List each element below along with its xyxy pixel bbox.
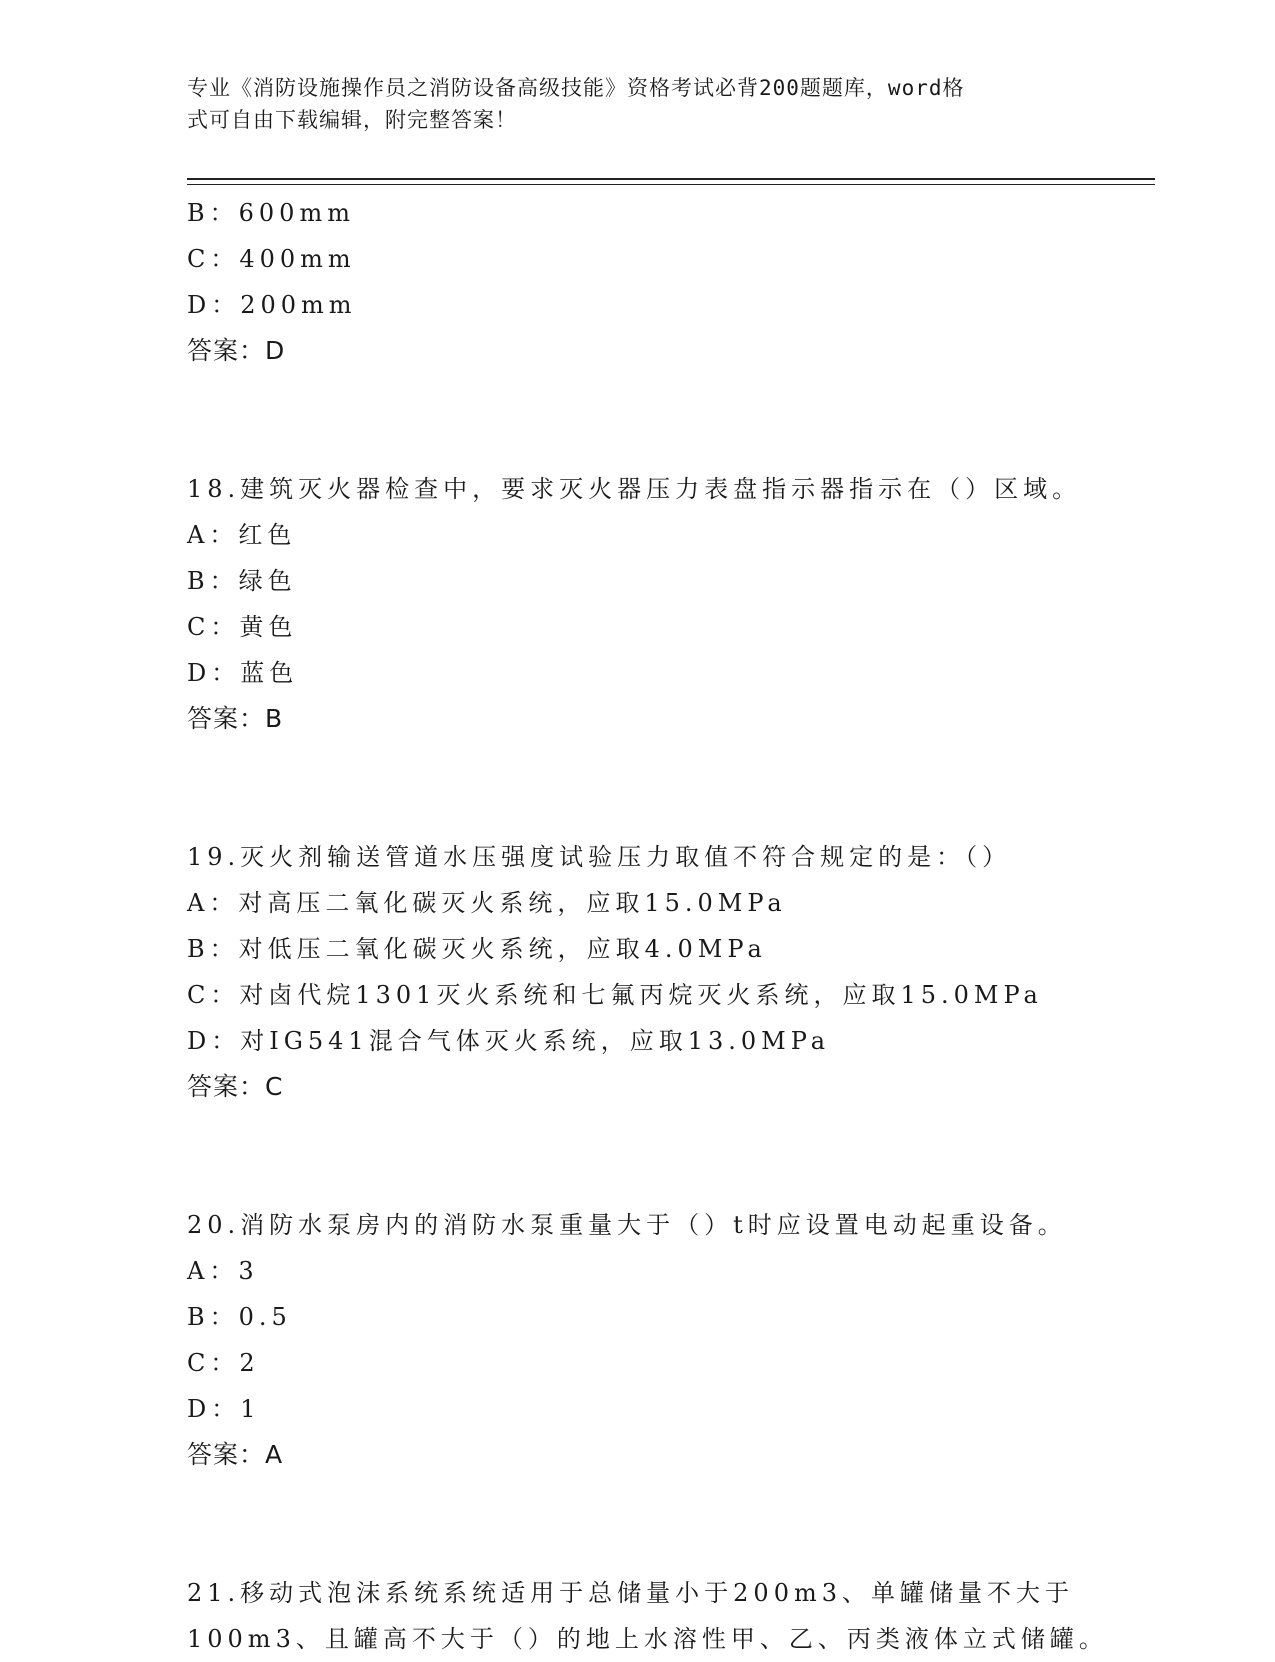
option-a: A：对高压二氧化碳灭火系统，应取15.0MPa [187,889,787,917]
option-d: D：对IG541混合气体灭火系统，应取13.0MPa [187,1027,831,1055]
option-c: C：400mm [187,245,356,273]
question-stem-line-1: 21.移动式泡沫系统系统适用于总储量小于200m3、单罐储量不大于 [187,1579,1075,1607]
question-stem-line-2: 100m3、且罐高不大于（）的地上水溶性甲、乙、丙类液体立式储罐。 [187,1625,1108,1653]
answer-line: 答案：B [187,704,284,733]
question-stem: 18.建筑灭火器检查中，要求灭火器压力表盘指示器指示在（）区域。 [187,475,1082,503]
option-d: D：1 [187,1395,261,1423]
question-stem: 20.消防水泵房内的消防水泵重量大于（）t时应设置电动起重设备。 [187,1211,1067,1239]
question-list [187,190,1108,1662]
header-rule-thin [187,184,1155,185]
option-c: C：对卤代烷1301灭火系统和七氟丙烷灭火系统，应取15.0MPa [187,981,1043,1009]
option-b: B：600mm [187,199,355,227]
header-line-1: 专业《消防设施操作员之消防设备高级技能》资格考试必背200题题库，word格 [187,76,965,100]
answer-line: 答案：A [187,1440,284,1469]
option-b: B：对低压二氧化碳灭火系统，应取4.0MPa [187,935,767,963]
question-17-tail [187,190,1087,374]
question-18 [187,466,1087,742]
question-21 [187,1570,1108,1662]
answer-line: 答案：C [187,1072,284,1101]
question-20 [187,1202,1087,1478]
option-a: A：3 [187,1257,259,1285]
question-19 [187,834,1087,1110]
option-d: D：蓝色 [187,659,299,687]
header-rule-thick [187,178,1155,180]
option-b: B：0.5 [187,1303,292,1331]
question-stem: 19.灭火剂输送管道水压强度试验压力取值不符合规定的是：（） [187,843,1012,871]
answer-line: 答案：D [187,336,286,365]
option-d: D：200mm [187,291,357,319]
header-line-2: 式可自由下载编辑，附完整答案！ [187,108,517,132]
option-a: A：红色 [187,521,297,549]
document-header [187,72,1067,136]
option-b: B：绿色 [187,567,297,595]
option-c: C：2 [187,1349,260,1377]
option-c: C：黄色 [187,613,298,641]
